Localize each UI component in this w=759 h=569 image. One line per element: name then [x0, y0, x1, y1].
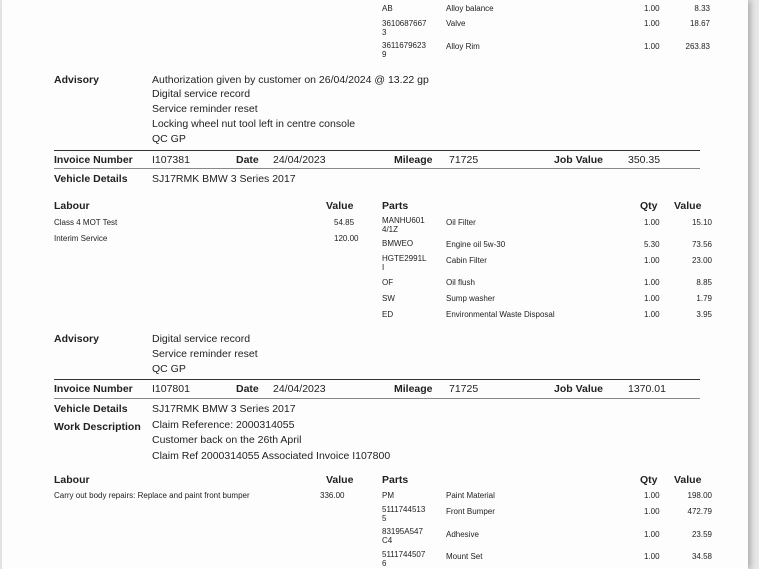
part-value: 15.10 — [691, 218, 712, 227]
part-value: 23.00 — [691, 256, 712, 265]
part-code-cont: 3 — [382, 28, 387, 37]
work-line: Customer back on the 26th April — [152, 434, 302, 446]
part-desc: Alloy Rim — [446, 42, 480, 51]
part-code: 3611679623 — [382, 41, 426, 50]
part-value: 8.85 — [696, 278, 712, 287]
part-value: 3.95 — [696, 310, 712, 319]
part-qty: 1.00 — [644, 278, 660, 287]
part-desc: Mount Set — [446, 552, 483, 561]
part-value: 8.33 — [694, 4, 710, 13]
part-code-cont: 6 — [382, 559, 387, 568]
part-code: OF — [382, 278, 394, 287]
parts-header: Parts — [382, 474, 409, 486]
part-code-cont: 5 — [382, 514, 387, 523]
date-label: Date — [236, 154, 259, 166]
parts-value-header: Value — [674, 474, 702, 486]
work-description-label: Work Description — [54, 421, 141, 433]
part-qty: 1.00 — [644, 4, 660, 13]
part-qty: 1.00 — [644, 19, 660, 28]
invoice-date: 24/04/2023 — [273, 154, 326, 166]
parts-header: Parts — [382, 200, 409, 212]
part-value: 73.56 — [691, 240, 712, 249]
part-code: PM — [382, 491, 394, 500]
part-code: MANHU601 — [382, 216, 425, 225]
parts-value-header: Value — [674, 200, 702, 212]
part-qty: 1.00 — [644, 42, 660, 51]
advisory-line: Digital service record — [152, 88, 251, 100]
part-value: 18.67 — [689, 19, 710, 28]
invoice-number: I107381 — [152, 154, 190, 166]
labour-value-header: Value — [326, 474, 354, 486]
part-code-cont: I — [382, 263, 385, 272]
part-code: BMWEO — [382, 239, 414, 248]
advisory-line: Digital service record — [152, 333, 251, 345]
work-line: Claim Reference: 2000314055 — [152, 419, 295, 431]
divider — [54, 379, 700, 380]
labour-value-header: Value — [326, 200, 354, 212]
part-desc: Adhesive — [446, 530, 479, 539]
work-line: Claim Ref 2000314055 Associated Invoice I107800 — [152, 450, 391, 462]
invoice-number-label: Invoice Number — [54, 383, 133, 395]
labour-value: 54.85 — [334, 218, 355, 227]
advisory-label: Advisory — [54, 74, 99, 86]
part-desc: Sump washer — [446, 294, 495, 303]
part-desc: Front Bumper — [446, 507, 495, 516]
part-code: ED — [382, 310, 394, 319]
mileage-label: Mileage — [394, 383, 433, 395]
part-value: 198.00 — [687, 491, 712, 500]
part-desc: Valve — [446, 19, 466, 28]
divider — [54, 168, 700, 169]
part-value: 472.79 — [687, 507, 712, 516]
part-code: 3610687667 — [382, 19, 427, 28]
part-value: 23.59 — [691, 530, 712, 539]
part-code: 83195A547 — [382, 527, 423, 536]
date-label: Date — [236, 383, 259, 395]
advisory-line: Service reminder reset — [152, 348, 258, 360]
divider — [54, 398, 700, 399]
part-desc: Oil flush — [446, 278, 475, 287]
labour-value: 336.00 — [320, 491, 345, 500]
part-code: 5111744513 — [382, 505, 426, 514]
advisory-line: QC GP — [152, 363, 186, 375]
advisory-label: Advisory — [54, 333, 99, 345]
job-value-label: Job Value — [554, 154, 604, 166]
vehicle-label: Vehicle Details — [54, 173, 128, 185]
part-code: AB — [382, 4, 393, 13]
part-qty: 1.00 — [644, 552, 660, 561]
labour-desc: Class 4 MOT Test — [54, 218, 118, 227]
job-value: 1370.01 — [628, 383, 666, 395]
part-code-cont: C4 — [382, 536, 393, 545]
vehicle-details: SJ17RMK BMW 3 Series 2017 — [152, 403, 296, 415]
part-qty: 1.00 — [644, 530, 660, 539]
labour-value: 120.00 — [334, 234, 359, 243]
qty-header: Qty — [640, 200, 658, 212]
vehicle-details: SJ17RMK BMW 3 Series 2017 — [152, 173, 296, 185]
part-code-cont: 4/1Z — [382, 225, 399, 234]
part-qty: 1.00 — [644, 218, 660, 227]
qty-header: Qty — [640, 474, 658, 486]
part-qty: 1.00 — [644, 294, 660, 303]
part-qty: 1.00 — [644, 507, 660, 516]
advisory-line: QC GP — [152, 133, 186, 145]
mileage: 71725 — [449, 154, 479, 166]
job-value: 350.35 — [628, 154, 661, 166]
labour-desc: Carry out body repairs: Replace and paint front bumper — [54, 491, 250, 500]
part-value: 263.83 — [685, 42, 710, 51]
labour-header: Labour — [54, 200, 90, 212]
advisory-line: Authorization given by customer on 26/04/2024 @ 13.22 gp — [152, 74, 429, 86]
mileage: 71725 — [449, 383, 479, 395]
advisory-line: Locking wheel nut tool left in centre console — [152, 118, 356, 130]
part-desc: Paint Material — [446, 491, 495, 500]
part-desc: Cabin Filter — [446, 256, 487, 265]
invoice-page — [2, 0, 748, 569]
part-code: 5111744507 — [382, 550, 426, 559]
part-desc: Alloy balance — [446, 4, 494, 13]
part-code-cont: 9 — [382, 50, 387, 59]
invoice-number: I107801 — [152, 383, 190, 395]
part-qty: 1.00 — [644, 310, 660, 319]
divider — [54, 150, 700, 151]
part-value: 34.58 — [691, 552, 712, 561]
part-desc: Oil Filter — [446, 218, 476, 227]
invoice-date: 24/04/2023 — [273, 383, 326, 395]
part-qty: 1.00 — [644, 491, 660, 500]
labour-header: Labour — [54, 474, 90, 486]
vehicle-label: Vehicle Details — [54, 403, 128, 415]
part-value: 1.79 — [696, 294, 712, 303]
job-value-label: Job Value — [554, 383, 604, 395]
part-code: SW — [382, 294, 395, 303]
invoice-number-label: Invoice Number — [54, 154, 133, 166]
mileage-label: Mileage — [394, 154, 433, 166]
part-qty: 1.00 — [644, 256, 660, 265]
part-code: HGTE2991L — [382, 254, 427, 263]
advisory-line: Service reminder reset — [152, 103, 258, 115]
part-desc: Environmental Waste Disposal — [446, 310, 555, 319]
part-desc: Engine oil 5w-30 — [446, 240, 506, 249]
part-qty: 5.30 — [644, 240, 660, 249]
labour-desc: Interim Service — [54, 234, 108, 243]
